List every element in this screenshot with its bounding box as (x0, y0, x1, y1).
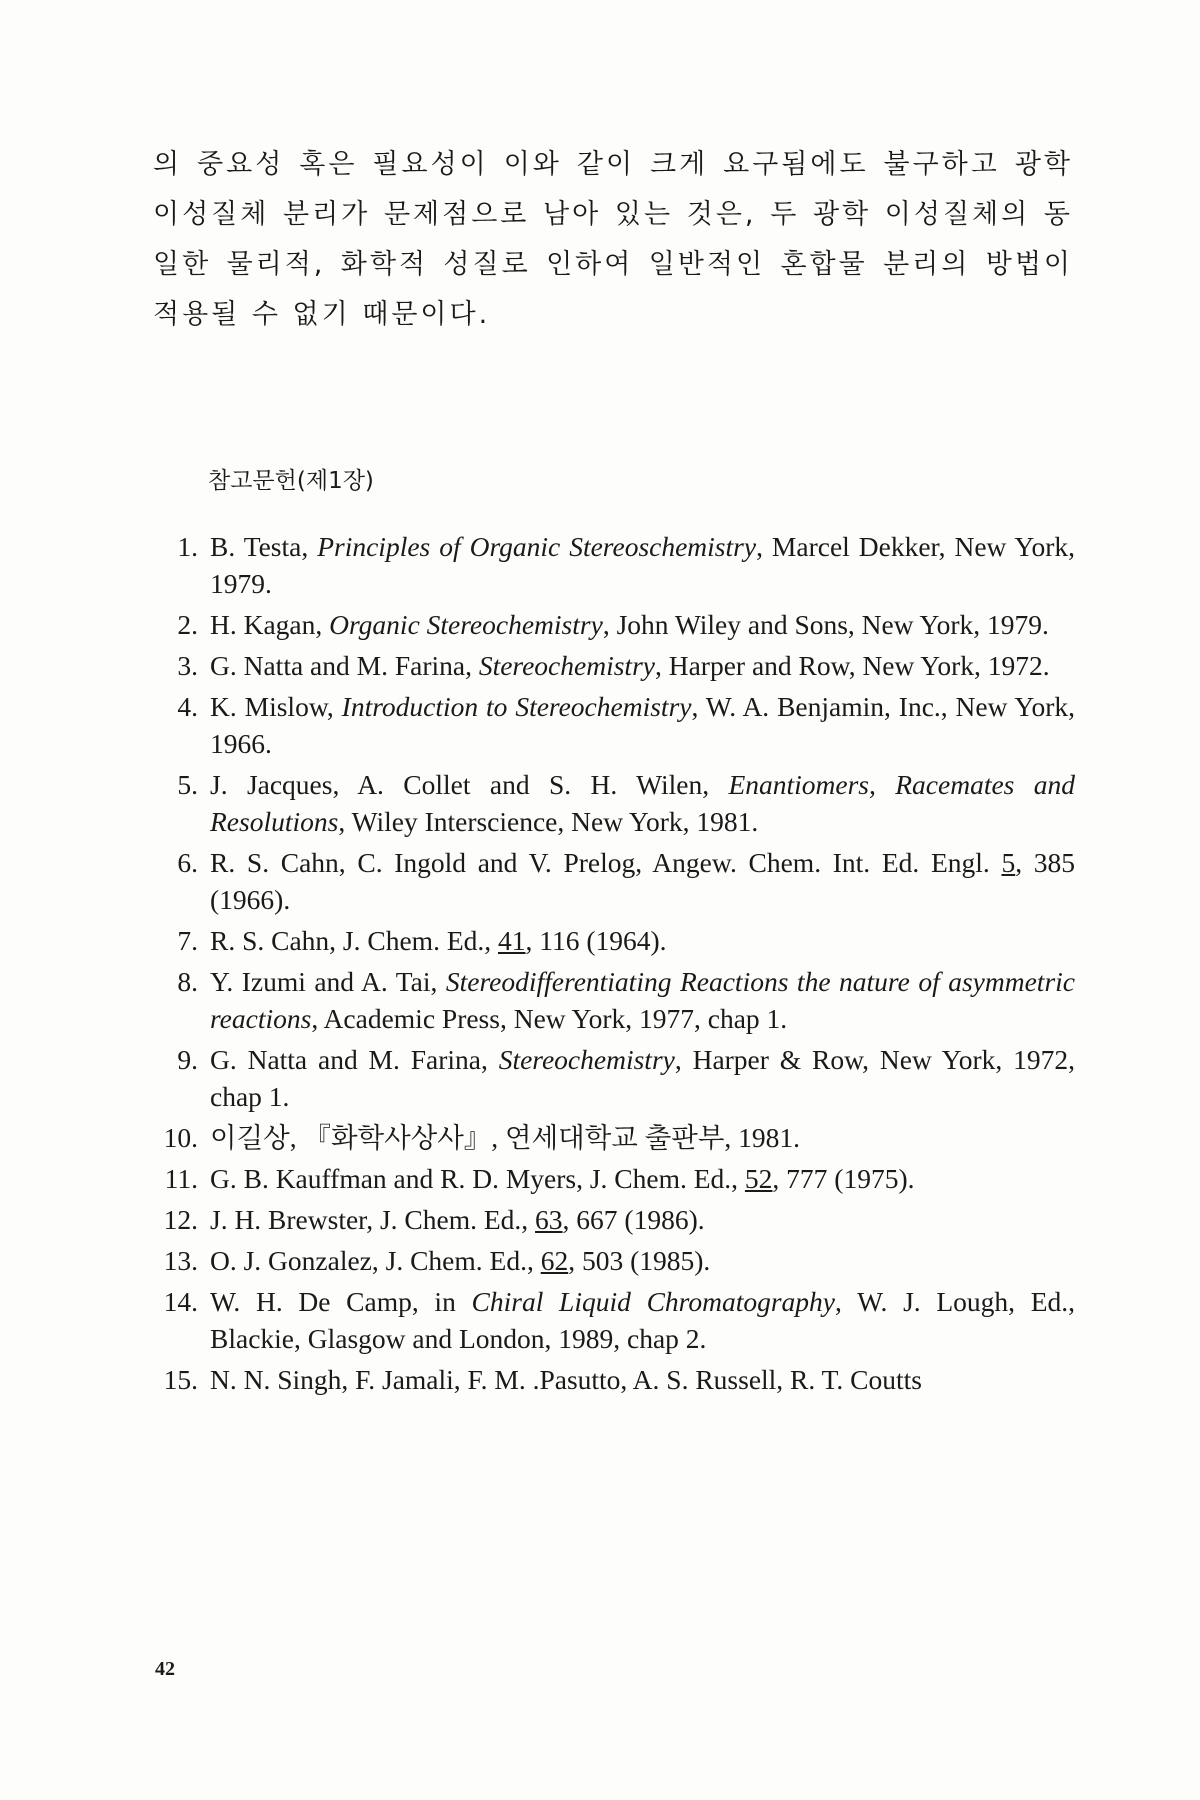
reference-text: N. N. Singh, F. Jamali, F. M. .Pasutto, A. S. Russell, R. T. Coutts (210, 1364, 922, 1395)
reference-text: J. H. Brewster, J. Chem. Ed., 63, 667 (1986). (210, 1204, 705, 1235)
reference-item (150, 606, 1075, 643)
reference-number: 8. (177, 966, 198, 997)
reference-number: 6. (177, 847, 198, 878)
reference-item (150, 1361, 1075, 1398)
reference-item (150, 688, 1075, 762)
reference-text: W. H. De Camp, in Chiral Liquid Chromatography, W. J. Lough, Ed., Blackie, Glasgow and London, 1989, chap 2. (210, 1286, 1075, 1354)
reference-item (150, 1242, 1075, 1279)
reference-number: 2. (177, 609, 198, 640)
reference-text: R. S. Cahn, J. Chem. Ed., 41, 116 (1964). (210, 925, 667, 956)
reference-text: B. Testa, Principles of Organic Stereoschemistry, Marcel Dekker, New York, 1979. (210, 531, 1075, 599)
reference-item (150, 963, 1075, 1037)
reference-number: 7. (177, 925, 198, 956)
reference-number: 11. (164, 1163, 198, 1194)
reference-item (150, 1160, 1075, 1197)
reference-item (150, 528, 1075, 602)
reference-text: 이길상, 『화학사상사』, 연세대학교 출판부, 1981. (210, 1122, 801, 1153)
reference-text: G. B. Kauffman and R. D. Myers, J. Chem. Ed., 52, 777 (1975). (210, 1163, 915, 1194)
reference-item (150, 1201, 1075, 1238)
reference-item (150, 1041, 1075, 1115)
reference-number: 5. (177, 769, 198, 800)
reference-text: Y. Izumi and A. Tai, Stereodifferentiating Reactions the nature of asymmetric reactions, Academic Press, New York, 1977, chap 1. (210, 966, 1075, 1034)
reference-text: G. Natta and M. Farina, Stereochemistry, Harper and Row, New York, 1972. (210, 650, 1050, 681)
intro-paragraph: 의 중요성 혹은 필요성이 이와 같이 크게 요구됨에도 불구하고 광학 이성질체 분리가 문제점으로 남아 있는 것은, 두 광학 이성질체의 동일한 물리적, 화학적 성질로 인하여 일반적인 혼합물 분리의 방법이 적용될 수 없기 때문이다. (153, 149, 1073, 330)
reference-item (150, 647, 1075, 684)
reference-text: J. Jacques, A. Collet and S. H. Wilen, Enantiomers, Racemates and Resolutions, Wiley Interscience, New York, 1981. (210, 769, 1075, 837)
reference-number: 3. (177, 650, 198, 681)
reference-number: 12. (163, 1204, 198, 1235)
reference-item (150, 922, 1075, 959)
reference-text: G. Natta and M. Farina, Stereochemistry, Harper & Row, New York, 1972, chap 1. (210, 1044, 1076, 1112)
references-list (150, 528, 1075, 1402)
reference-item (150, 1283, 1075, 1357)
reference-text: O. J. Gonzalez, J. Chem. Ed., 62, 503 (1985). (210, 1245, 711, 1276)
reference-number: 13. (163, 1245, 198, 1276)
reference-number: 9. (177, 1044, 198, 1075)
reference-number: 15. (163, 1364, 198, 1395)
reference-text: R. S. Cahn, C. Ingold and V. Prelog, Angew. Chem. Int. Ed. Engl. 5, 385 (1966). (210, 847, 1076, 915)
references-heading: 참고문헌(제1장) (208, 468, 374, 494)
reference-number: 10. (163, 1122, 198, 1153)
reference-text: H. Kagan, Organic Stereochemistry, John Wiley and Sons, New York, 1979. (210, 609, 1049, 640)
page-number: 42 (155, 1658, 175, 1680)
reference-text: K. Mislow, Introduction to Stereochemistry, W. A. Benjamin, Inc., New York, 1966. (210, 691, 1075, 759)
reference-number: 14. (163, 1286, 198, 1317)
reference-number: 4. (177, 691, 198, 722)
reference-item (150, 844, 1075, 918)
reference-number: 1. (177, 531, 198, 562)
reference-item (150, 766, 1075, 840)
reference-item (150, 1119, 1075, 1156)
